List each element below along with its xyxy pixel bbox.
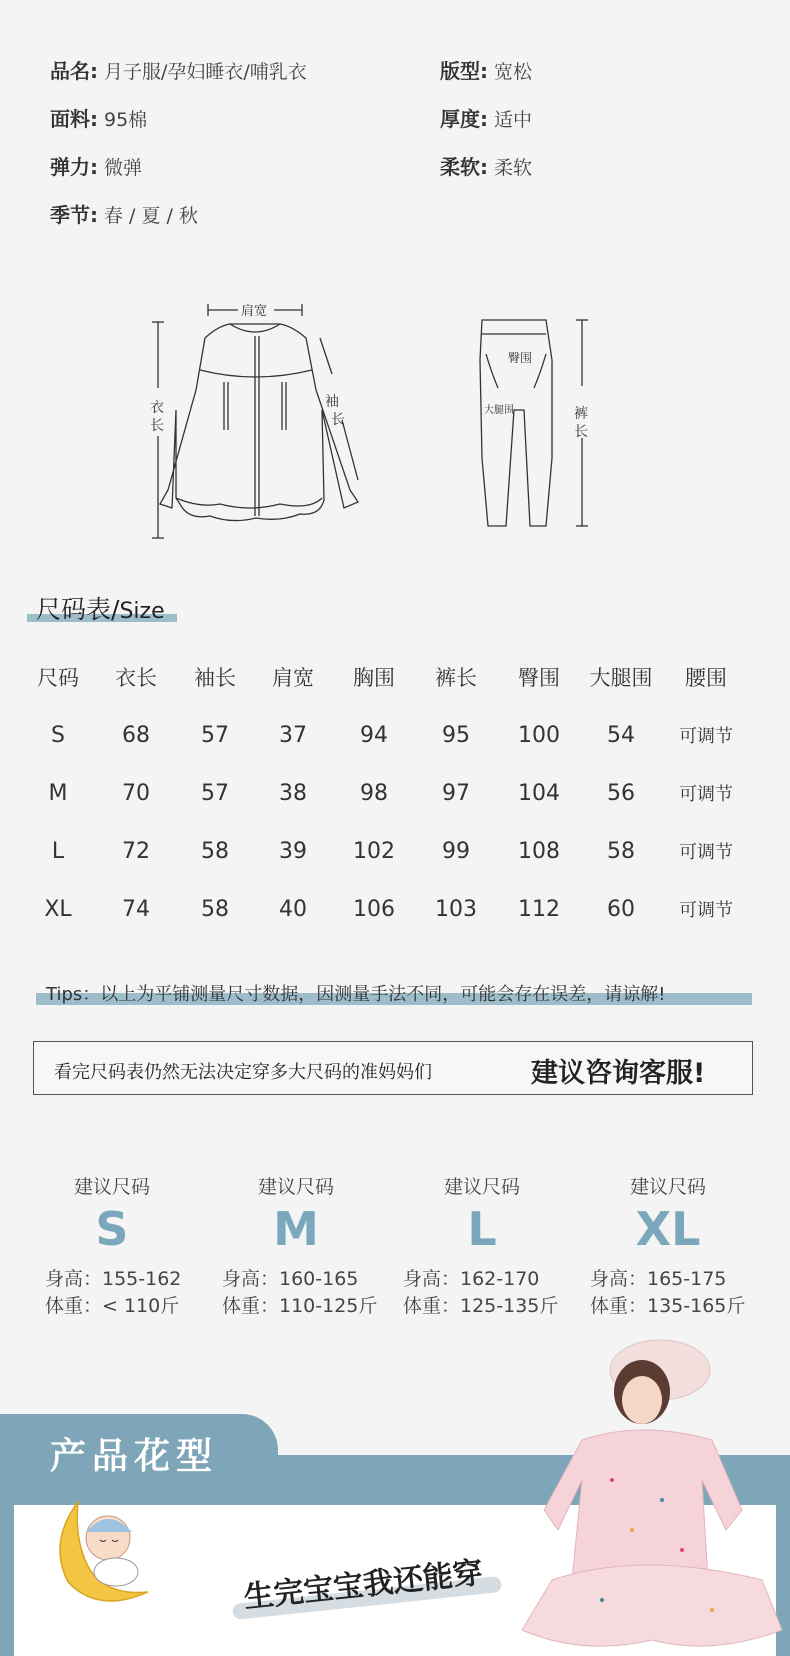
label-hip: 臀围 [508, 351, 533, 365]
attr-softness [440, 151, 532, 180]
header-cell: 大腿围 [589, 666, 653, 690]
table-cell: 58 [201, 896, 229, 922]
table-cell: 40 [279, 896, 307, 922]
label-sleeve-1: 袖 [325, 394, 339, 410]
table-cell: 99 [442, 838, 470, 864]
attr-season-key: 季节: [50, 203, 98, 227]
table-cell: 103 [435, 896, 477, 922]
table-cell: 106 [353, 896, 395, 922]
attr-softness-value: 柔软 [494, 157, 533, 179]
table-cell: 70 [122, 780, 150, 806]
size-title-en: Size [119, 599, 165, 624]
recommend-m [216, 1172, 376, 1259]
tips-text: Tips：以上为平铺测量尺寸数据，因测量手法不同，可能会存在误差，请谅解! [46, 984, 666, 1005]
table-cell: 102 [353, 838, 395, 864]
recommend-info-s [45, 1266, 181, 1320]
table-cell: 38 [279, 780, 307, 806]
recommend-s [32, 1172, 192, 1259]
table-cell: 68 [122, 722, 150, 748]
recommend-size: L [467, 1202, 497, 1256]
size-table-header-row [22, 648, 750, 706]
attr-elasticity [50, 151, 142, 180]
consult-text: 看完尺码表仍然无法决定穿多大尺码的准妈妈们 [54, 1062, 432, 1083]
recommend-l [402, 1172, 562, 1259]
header-cell: 尺码 [37, 666, 79, 690]
banner-title: 产品花型 [50, 1435, 219, 1477]
attr-fit-value: 宽松 [494, 61, 533, 83]
table-cell: 57 [201, 780, 229, 806]
label-top-length-1: 衣 [150, 400, 164, 416]
table-cell: L [51, 838, 65, 864]
table-cell: 74 [122, 896, 150, 922]
table-cell: 54 [607, 722, 635, 748]
attr-softness-key: 柔软: [440, 155, 488, 179]
recommend-weight: 体重：110-125斤 [222, 1295, 378, 1317]
label-shoulder: 肩宽 [241, 304, 268, 319]
recommend-height: 身高：160-165 [222, 1268, 359, 1290]
attr-fabric [50, 103, 147, 132]
recommend-label: 建议尺码 [257, 1176, 334, 1198]
baby-moon-illustration [48, 1492, 164, 1612]
recommend-label: 建议尺码 [629, 1176, 706, 1198]
recommend-height: 身高：155-162 [45, 1268, 182, 1290]
table-cell: 104 [518, 780, 560, 806]
recommend-size: M [273, 1202, 319, 1256]
header-cell: 袖长 [194, 666, 236, 690]
table-cell: 108 [518, 838, 560, 864]
attr-fabric-key: 面料: [50, 107, 98, 131]
measurement-diagram [0, 290, 790, 560]
table-cell: 39 [279, 838, 307, 864]
table-cell: 37 [279, 722, 307, 748]
header-cell: 胸围 [353, 666, 395, 690]
table-cell: 60 [607, 896, 635, 922]
table-row [22, 822, 750, 880]
attr-name [50, 55, 307, 84]
table-cell: 可调节 [679, 842, 733, 863]
table-cell: 97 [442, 780, 470, 806]
table-row [22, 764, 750, 822]
table-cell: M [48, 780, 68, 806]
table-cell: 可调节 [679, 784, 733, 805]
recommend-weight: 体重：135-165斤 [590, 1295, 746, 1317]
recommend-info-xl [590, 1266, 745, 1320]
label-sleeve-2: 长 [331, 412, 345, 428]
table-cell: S [51, 722, 65, 748]
table-row [22, 880, 750, 938]
recommend-label: 建议尺码 [73, 1176, 150, 1198]
table-cell: 95 [442, 722, 470, 748]
recommend-weight: 体重：< 110斤 [45, 1295, 180, 1317]
attr-elasticity-value: 微弹 [104, 157, 143, 179]
table-cell: 可调节 [679, 900, 733, 921]
header-cell: 衣长 [115, 666, 157, 690]
table-cell: 56 [607, 780, 635, 806]
attr-thickness-value: 适中 [494, 109, 533, 131]
attr-fit [440, 55, 532, 84]
header-cell: 裤长 [435, 666, 477, 690]
attr-name-key: 品名: [50, 59, 98, 83]
table-cell: 98 [360, 780, 388, 806]
table-cell: XL [44, 896, 72, 922]
recommend-weight: 体重：125-135斤 [403, 1295, 559, 1317]
consult-box [33, 1041, 753, 1095]
table-cell: 100 [518, 722, 560, 748]
table-cell: 58 [607, 838, 635, 864]
consult-cta: 建议咨询客服! [531, 1058, 706, 1089]
label-thigh: 大腿围 [484, 405, 514, 416]
table-cell: 94 [360, 722, 388, 748]
header-cell: 臀围 [518, 666, 560, 690]
recommend-info-m [222, 1266, 377, 1320]
attr-thickness [440, 103, 532, 132]
attr-fit-key: 版型: [440, 59, 488, 83]
table-cell: 可调节 [679, 726, 733, 747]
recommend-height: 身高：162-170 [403, 1268, 540, 1290]
table-cell: 112 [518, 896, 560, 922]
size-table-title [36, 590, 165, 626]
recommend-label: 建议尺码 [443, 1176, 520, 1198]
attr-thickness-key: 厚度: [440, 107, 488, 131]
table-cell: 72 [122, 838, 150, 864]
table-cell: 57 [201, 722, 229, 748]
attr-elasticity-key: 弹力: [50, 155, 98, 179]
recommend-size: XL [635, 1202, 701, 1256]
slogan-text: 生完宝宝我还能穿 [242, 1555, 485, 1616]
attr-season [50, 199, 198, 228]
label-top-length-2: 长 [150, 418, 164, 434]
attr-name-value: 月子服/孕妇睡衣/哺乳衣 [104, 61, 307, 83]
recommend-xl [588, 1172, 748, 1259]
attr-fabric-value: 95棉 [104, 109, 148, 131]
size-title-zh: 尺码表/ [36, 595, 120, 624]
label-pants-length-1: 裤 [574, 406, 588, 422]
label-pants-length-2: 长 [574, 424, 588, 440]
table-cell: 58 [201, 838, 229, 864]
recommend-height: 身高：165-175 [590, 1268, 727, 1290]
header-cell: 肩宽 [272, 666, 314, 690]
attr-season-value: 春 / 夏 / 秋 [104, 205, 198, 227]
size-table [22, 648, 750, 938]
recommend-info-l [403, 1266, 558, 1320]
model-photo [512, 1330, 790, 1656]
table-row [22, 706, 750, 764]
header-cell: 腰围 [685, 666, 727, 690]
recommend-size: S [95, 1202, 129, 1256]
